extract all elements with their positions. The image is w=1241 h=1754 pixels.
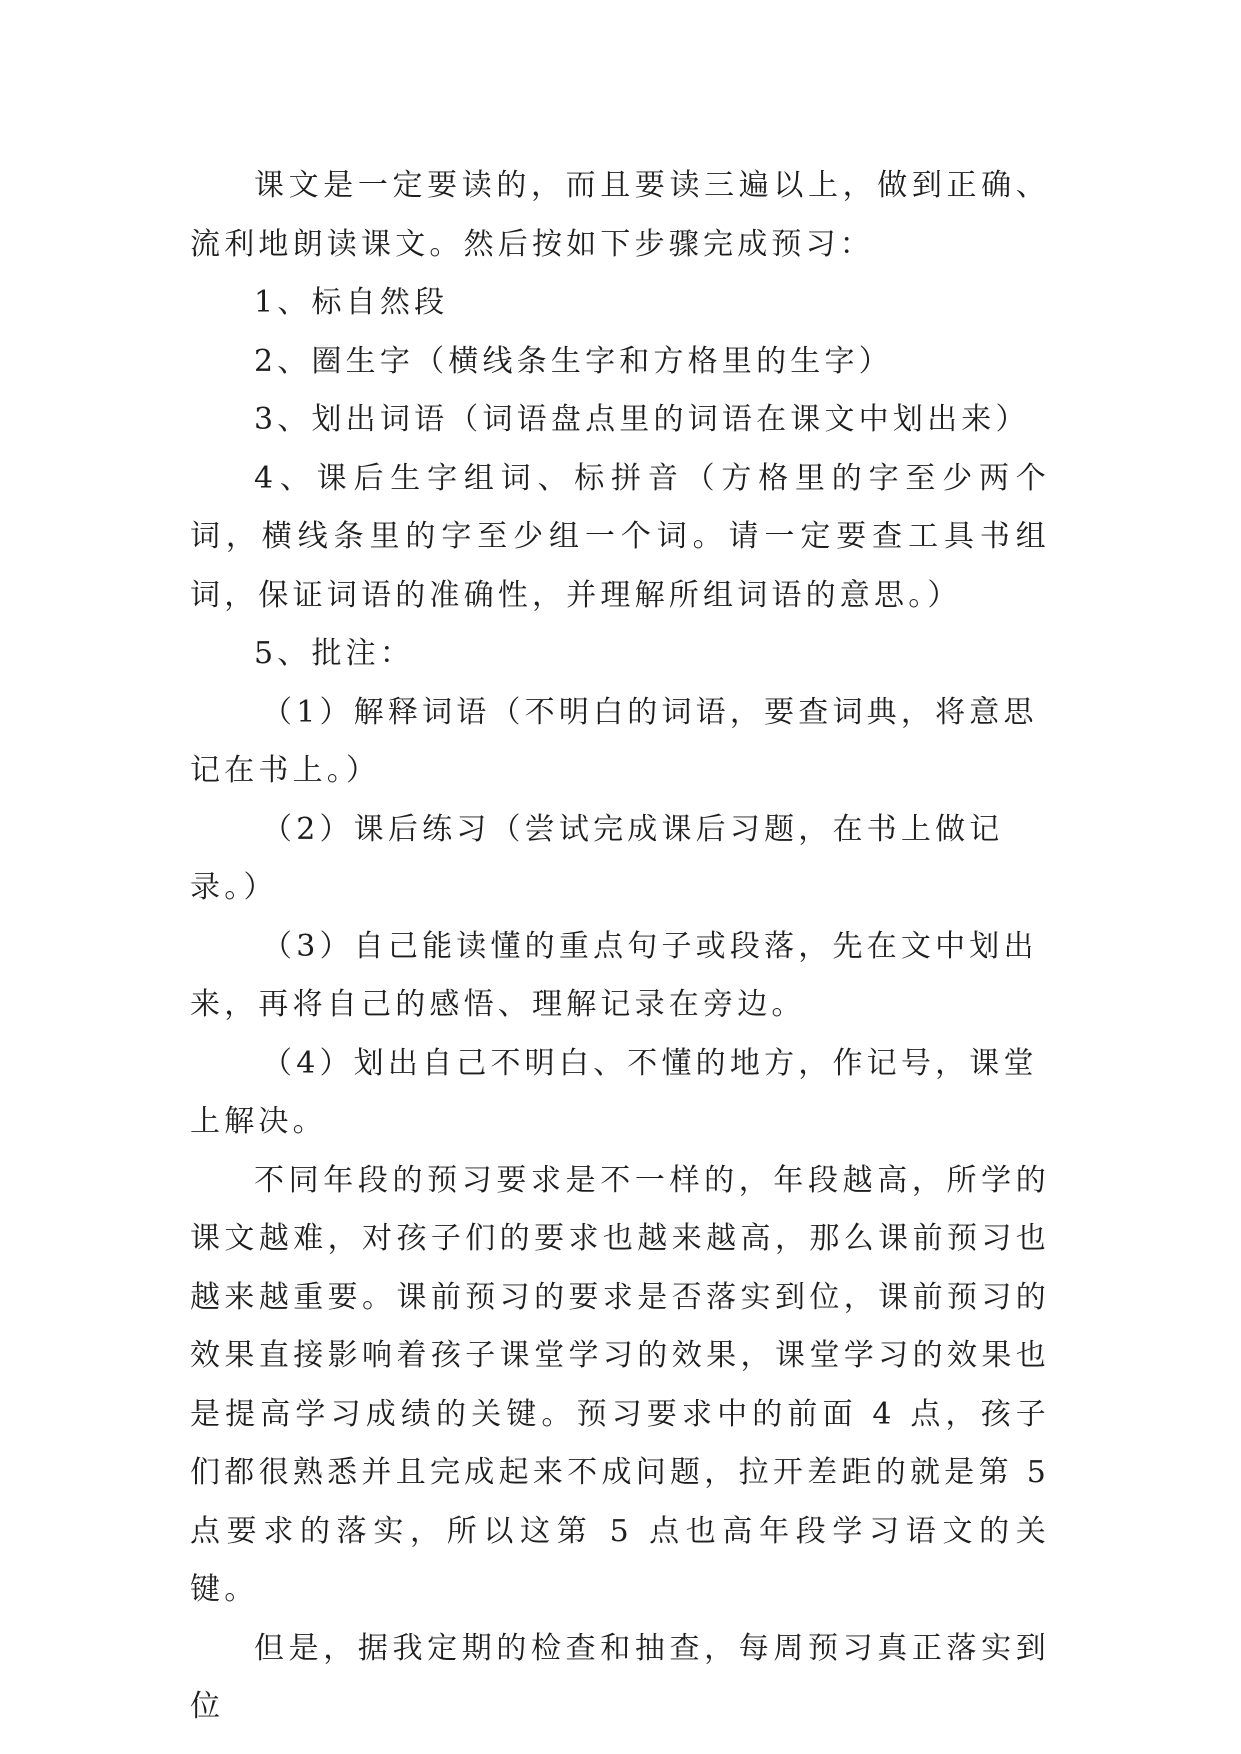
discussion-paragraph: 不同年段的预习要求是不一样的，年段越高，所学的课文越难，对孩子们的要求也越来越高，那么课前预习也越来越重要。课前预习的要求是否落实到位，课前预习的效果直接影响着孩子课堂学习的效果，课堂学习的效果也是提高学习成绩的关键。预习要求中的前面 4 点，孩子们都很熟悉并且完成起来不成问题，拉开差距的就是第 5 点要求的落实，所以这第 5 点也高年段学习语文的关键。 bbox=[190, 1162, 1050, 1607]
intro-paragraph: 课文是一定要读的，而且要读三遍以上，做到正确、流利地朗读课文。然后按如下步骤完成预习： bbox=[190, 168, 1050, 262]
closing-paragraph: 但是，据我定期的检查和抽查，每周预习真正落实到位 bbox=[190, 1630, 1050, 1724]
step-5-sub-2: （2）课后练习（尝试完成课后习题，在书上做记录。） bbox=[190, 811, 1004, 905]
step-5-sub-4: （4）划出自己不明白、不懂的地方，作记号，课堂上解决。 bbox=[190, 1045, 1038, 1139]
step-4: 4、课后生字组词、标拼音（方格里的字至少两个词，横线条里的字至少组一个词。请一定要查工具书组词，保证词语的准确性，并理解所组词语的意思。） bbox=[190, 460, 1050, 613]
step-3: 3、划出词语（词语盘点里的词语在课文中划出来） bbox=[254, 402, 1030, 437]
step-2: 2、圈生字（横线条生字和方格里的生字） bbox=[254, 343, 893, 379]
document-body bbox=[190, 157, 1050, 1737]
step-5: 5、批注： bbox=[254, 636, 415, 671]
step-1: 1、标自然段 bbox=[254, 285, 449, 320]
step-5-sub-3: （3）自己能读懂的重点句子或段落，先在文中划出来，再将自己的感悟、理解记录在旁边。 bbox=[190, 928, 1038, 1022]
step-5-sub-1: （1）解释词语（不明白的词语，要查词典，将意思记在书上。） bbox=[190, 694, 1038, 788]
